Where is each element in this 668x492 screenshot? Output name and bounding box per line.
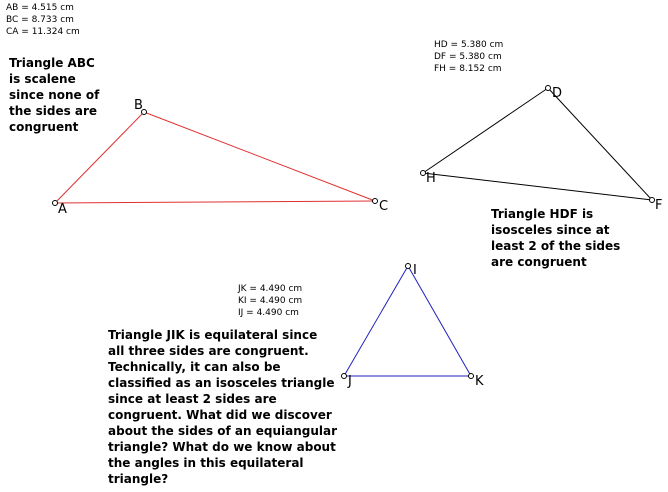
note-hdf[interactable]: Triangle HDF is isosceles since at least 2 of the sides are congruent [491,207,621,269]
segment-ca[interactable] [55,201,375,203]
point-c[interactable] [373,199,378,204]
measurement-ki[interactable]: KI = 4.490 cm [238,296,303,306]
measurements-abc [6,2,80,38]
label-d: D [552,86,563,101]
label-a: A [58,202,67,217]
point-i[interactable] [406,264,411,269]
measurements-hdf [434,39,503,75]
note-abc[interactable]: Triangle ABC is scalene since none of the sides are congruent [9,56,100,134]
measurement-df[interactable]: DF = 5.380 cm [434,52,502,62]
point-h[interactable] [421,171,426,176]
measurement-jk[interactable]: JK = 4.490 cm [238,284,303,294]
label-h: H [426,171,436,186]
measurement-fh[interactable]: FH = 8.152 cm [434,64,502,74]
measurements-jik [238,283,302,319]
segment-ik[interactable] [408,263,471,376]
point-a[interactable] [53,201,58,206]
point-d[interactable] [546,86,551,91]
label-i: I [413,263,417,278]
measurement-ca[interactable]: CA = 11.324 cm [6,27,80,37]
label-f: F [655,198,663,213]
label-c: C [379,199,389,214]
label-j: J [348,374,352,389]
measurement-bc[interactable]: BC = 8.733 cm [6,15,74,25]
segment-hd[interactable] [423,88,548,173]
measurement-ab[interactable]: AB = 4.515 cm [6,3,74,13]
point-k[interactable] [469,374,474,379]
note-jik[interactable]: Triangle JIK is equilateral since all three sides are congruent. Technically, it can also be classified as an isosceles triangle since at least 2 sides are congruent. What did we discover about the sides of an equiangular triangle? What do we know about the angles in this equilateral triangle? [108,328,338,486]
segment-df[interactable] [548,88,652,200]
measurement-ij[interactable]: IJ = 4.490 cm [238,308,299,318]
point-f[interactable] [650,198,655,203]
label-k: K [475,374,484,389]
measurement-hd[interactable]: HD = 5.380 cm [434,40,504,50]
triangle-hdf [421,86,655,203]
label-b: B [134,98,143,113]
segment-fh[interactable] [423,173,652,200]
segment-bc[interactable] [144,112,375,201]
